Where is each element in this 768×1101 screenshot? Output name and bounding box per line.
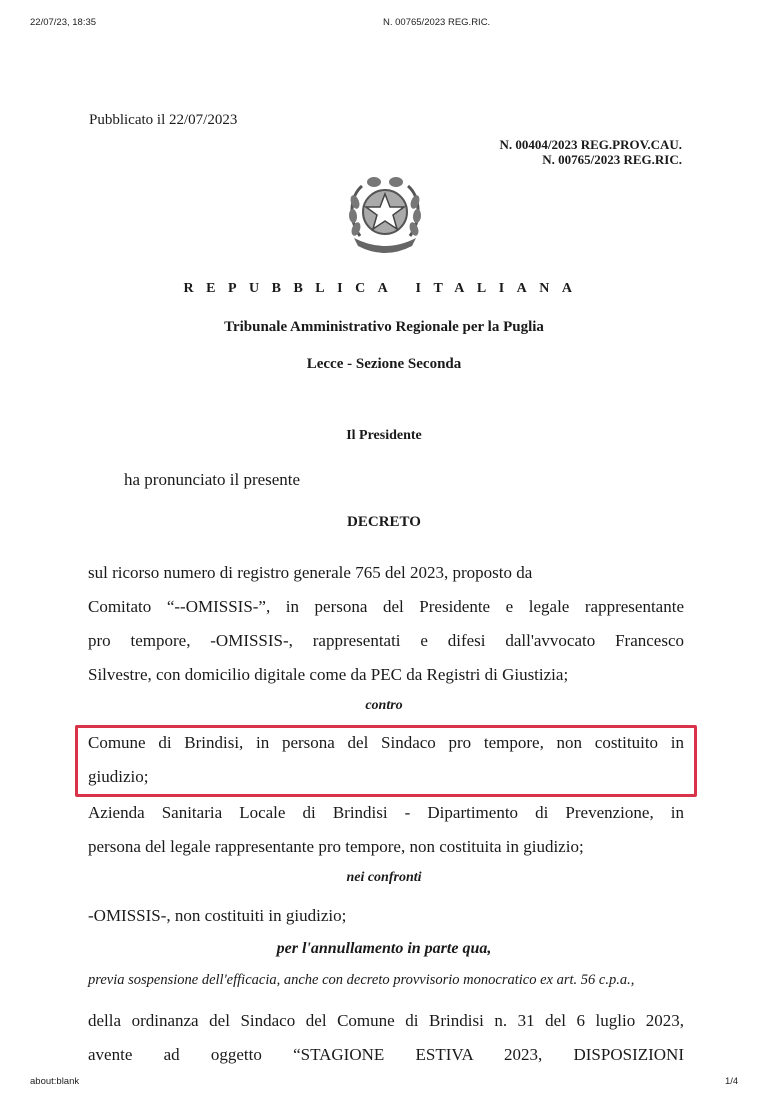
asl-paragraph [88,796,684,864]
court-section: Lecce - Sezione Seconda [306,356,462,372]
italian-republic-emblem-icon [340,174,430,256]
ricorso-line-1: sul ricorso numero di registro generale 765 del 2023, proposto da [88,563,533,582]
annullamento-label: per l'annullamento in parte qua, [276,940,492,957]
omissis-text: -OMISSIS-, non costituiti in giudizio; [88,906,347,925]
contro-label: contro [365,698,403,713]
comune-line-1: Comune di Brindisi, in persona del Sindaco pro tempore, non costituito in [88,733,684,752]
print-footer-url: about:blank [30,1076,80,1087]
republic-heading: REPUBBLICA ITALIANA [183,281,585,296]
ordinanza-paragraph [88,1004,684,1072]
ricorso-line-2: Comitato “--OMISSIS-”, in persona del Presidente e legale rappresentante [88,597,684,616]
previa-line: previa sospensione dell'efficacia, anche con decreto provvisorio monocratico ex art. 56 c.p.a., [88,972,635,988]
print-footer-page: 1/4 [725,1076,739,1087]
court-name: Tribunale Amministrativo Regionale per la Puglia [224,319,544,335]
ricorso-line-3: pro tempore, -OMISSIS-, rappresentati e difesi dall'avvocato Francesco [88,631,684,650]
ordinanza-line-2: avente ad oggetto “STAGIONE ESTIVA 2023, DISPOSIZIONI [88,1045,684,1064]
comune-paragraph [88,726,684,794]
reference-reg-ric: N. 00765/2023 REG.RIC. [542,152,682,167]
asl-line-1: Azienda Sanitaria Locale di Brindisi - Dipartimento di Prevenzione, in [88,803,684,822]
ricorso-paragraph [88,556,684,692]
asl-line-2: persona del legale rappresentante pro tempore, non costituita in giudizio; [88,837,584,856]
ricorso-line-4: Silvestre, con domicilio digitale come da PEC da Registri di Giustizia; [88,665,569,684]
comune-line-2: giudizio; [88,767,149,786]
ordinanza-line-1: della ordinanza del Sindaco del Comune di Brindisi n. 31 del 6 luglio 2023, [88,1011,684,1030]
print-header-datetime: 22/07/23, 18:35 [30,17,97,28]
president-heading: Il Presidente [346,428,422,443]
case-references [500,137,683,167]
confronti-label: nei confronti [346,870,422,885]
reference-prov-cau: N. 00404/2023 REG.PROV.CAU. [499,137,682,152]
document-type-heading: DECRETO [347,514,421,530]
print-header-title: N. 00765/2023 REG.RIC. [383,17,491,28]
omissis-line [88,899,684,933]
pronounced-text: ha pronunciato il presente [124,470,301,489]
published-date: Pubblicato il 22/07/2023 [89,112,238,128]
